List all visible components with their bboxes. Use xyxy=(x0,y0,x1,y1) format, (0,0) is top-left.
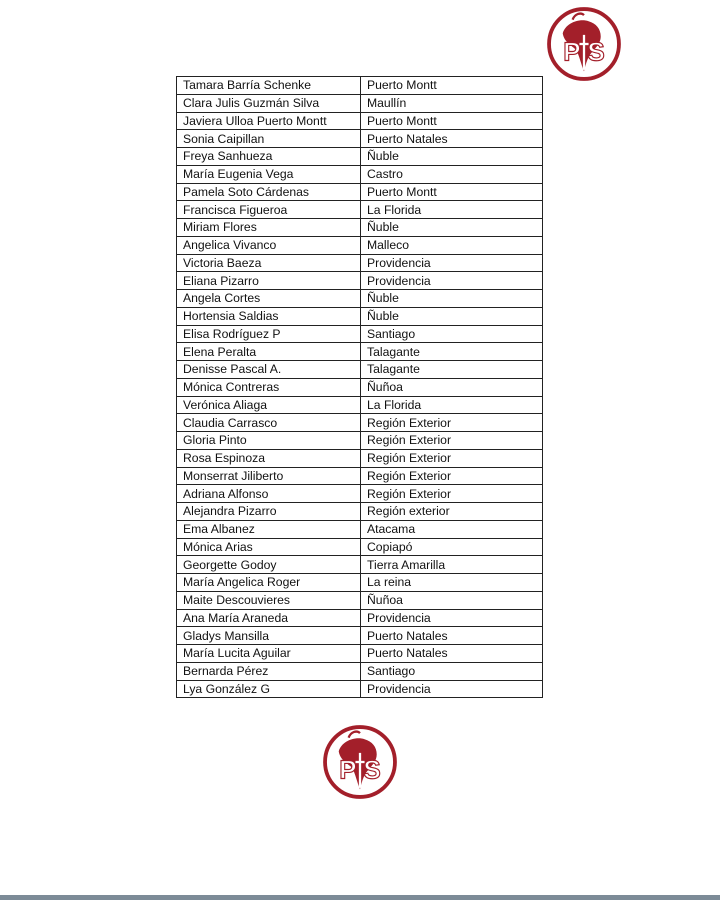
member-place-cell: Copiapó xyxy=(361,538,543,556)
member-place-cell: Maullín xyxy=(361,94,543,112)
svg-text:S: S xyxy=(587,38,605,67)
member-place-cell: Castro xyxy=(361,165,543,183)
table-row xyxy=(177,165,543,183)
party-logo-icon xyxy=(322,724,398,800)
table-row xyxy=(177,432,543,450)
member-name-cell: Javiera Ulloa Puerto Montt xyxy=(177,112,361,130)
member-place-cell: Región Exterior xyxy=(361,432,543,450)
member-place-cell: Tierra Amarilla xyxy=(361,556,543,574)
member-name-cell: Elena Peralta xyxy=(177,343,361,361)
member-place-cell: Región Exterior xyxy=(361,485,543,503)
member-place-cell: Ñuñoa xyxy=(361,591,543,609)
table-row xyxy=(177,183,543,201)
member-place-cell: Providencia xyxy=(361,254,543,272)
member-name-cell: Bernarda Pérez xyxy=(177,662,361,680)
svg-text:P: P xyxy=(339,756,357,785)
party-logo-icon xyxy=(546,6,622,82)
table-row xyxy=(177,485,543,503)
table-row xyxy=(177,361,543,379)
table-row xyxy=(177,307,543,325)
member-name-cell: Rosa Espinoza xyxy=(177,449,361,467)
roster-table-body xyxy=(177,77,543,698)
svg-text:S: S xyxy=(363,756,381,785)
member-place-cell: Santiago xyxy=(361,662,543,680)
table-row xyxy=(177,236,543,254)
table-row xyxy=(177,94,543,112)
member-place-cell: Puerto Montt xyxy=(361,77,543,95)
member-name-cell: Elisa Rodríguez P xyxy=(177,325,361,343)
member-name-cell: Denisse Pascal A. xyxy=(177,361,361,379)
member-name-cell: Mónica Arias xyxy=(177,538,361,556)
table-row xyxy=(177,396,543,414)
member-name-cell: Gladys Mansilla xyxy=(177,627,361,645)
table-row xyxy=(177,378,543,396)
table-row xyxy=(177,591,543,609)
member-place-cell: Atacama xyxy=(361,520,543,538)
party-logo-top xyxy=(546,6,622,82)
member-place-cell: Ñuble xyxy=(361,148,543,166)
member-name-cell: Freya Sanhueza xyxy=(177,148,361,166)
bottom-border-bar xyxy=(0,895,720,900)
member-name-cell: Ema Albanez xyxy=(177,520,361,538)
member-place-cell: Providencia xyxy=(361,680,543,698)
member-place-cell: Talagante xyxy=(361,343,543,361)
member-name-cell: Adriana Alfonso xyxy=(177,485,361,503)
member-place-cell: Puerto Natales xyxy=(361,645,543,663)
member-name-cell: Lya González G xyxy=(177,680,361,698)
table-row xyxy=(177,77,543,95)
member-name-cell: Eliana Pizarro xyxy=(177,272,361,290)
member-name-cell: Francisca Figueroa xyxy=(177,201,361,219)
member-name-cell: Verónica Aliaga xyxy=(177,396,361,414)
member-name-cell: Mónica Contreras xyxy=(177,378,361,396)
member-place-cell: Puerto Natales xyxy=(361,130,543,148)
svg-text:P: P xyxy=(563,38,581,67)
member-place-cell: Ñuble xyxy=(361,307,543,325)
member-name-cell: Victoria Baeza xyxy=(177,254,361,272)
member-place-cell: La Florida xyxy=(361,201,543,219)
party-logo-bottom xyxy=(322,724,398,800)
member-place-cell: Santiago xyxy=(361,325,543,343)
table-row xyxy=(177,254,543,272)
table-row xyxy=(177,290,543,308)
member-place-cell: Puerto Montt xyxy=(361,183,543,201)
table-row xyxy=(177,449,543,467)
roster-table xyxy=(176,76,543,698)
table-row xyxy=(177,112,543,130)
table-row xyxy=(177,574,543,592)
member-name-cell: Tamara Barría Schenke xyxy=(177,77,361,95)
member-place-cell: Región Exterior xyxy=(361,449,543,467)
member-name-cell: Claudia Carrasco xyxy=(177,414,361,432)
member-name-cell: Maite Descouvieres xyxy=(177,591,361,609)
table-row xyxy=(177,520,543,538)
member-name-cell: Angelica Vivanco xyxy=(177,236,361,254)
member-place-cell: Ñuble xyxy=(361,290,543,308)
member-place-cell: La reina xyxy=(361,574,543,592)
table-row xyxy=(177,467,543,485)
table-row xyxy=(177,219,543,237)
table-row xyxy=(177,538,543,556)
member-name-cell: Hortensia Saldias xyxy=(177,307,361,325)
member-name-cell: María Lucita Aguilar xyxy=(177,645,361,663)
member-name-cell: Georgette Godoy xyxy=(177,556,361,574)
member-name-cell: Clara Julis Guzmán Silva xyxy=(177,94,361,112)
member-place-cell: Malleco xyxy=(361,236,543,254)
member-place-cell: Región exterior xyxy=(361,503,543,521)
table-row xyxy=(177,201,543,219)
member-place-cell: Ñuble xyxy=(361,219,543,237)
member-name-cell: María Angelica Roger xyxy=(177,574,361,592)
table-row xyxy=(177,662,543,680)
table-row xyxy=(177,414,543,432)
table-row xyxy=(177,609,543,627)
member-name-cell: Gloria Pinto xyxy=(177,432,361,450)
member-place-cell: Puerto Montt xyxy=(361,112,543,130)
table-row xyxy=(177,272,543,290)
member-place-cell: Providencia xyxy=(361,272,543,290)
member-name-cell: Ana María Araneda xyxy=(177,609,361,627)
member-name-cell: Pamela Soto Cárdenas xyxy=(177,183,361,201)
table-row xyxy=(177,645,543,663)
member-place-cell: Región Exterior xyxy=(361,414,543,432)
member-place-cell: Puerto Natales xyxy=(361,627,543,645)
table-row xyxy=(177,148,543,166)
member-place-cell: Ñuñoa xyxy=(361,378,543,396)
table-row xyxy=(177,556,543,574)
table-row xyxy=(177,343,543,361)
table-row xyxy=(177,680,543,698)
table-row xyxy=(177,503,543,521)
member-name-cell: Alejandra Pizarro xyxy=(177,503,361,521)
member-place-cell: La Florida xyxy=(361,396,543,414)
member-name-cell: María Eugenia Vega xyxy=(177,165,361,183)
member-name-cell: Sonia Caipillan xyxy=(177,130,361,148)
member-place-cell: Talagante xyxy=(361,361,543,379)
member-name-cell: Miriam Flores xyxy=(177,219,361,237)
table-row xyxy=(177,130,543,148)
member-name-cell: Monserrat Jiliberto xyxy=(177,467,361,485)
member-place-cell: Región Exterior xyxy=(361,467,543,485)
member-place-cell: Providencia xyxy=(361,609,543,627)
table-row xyxy=(177,627,543,645)
member-name-cell: Angela Cortes xyxy=(177,290,361,308)
table-row xyxy=(177,325,543,343)
